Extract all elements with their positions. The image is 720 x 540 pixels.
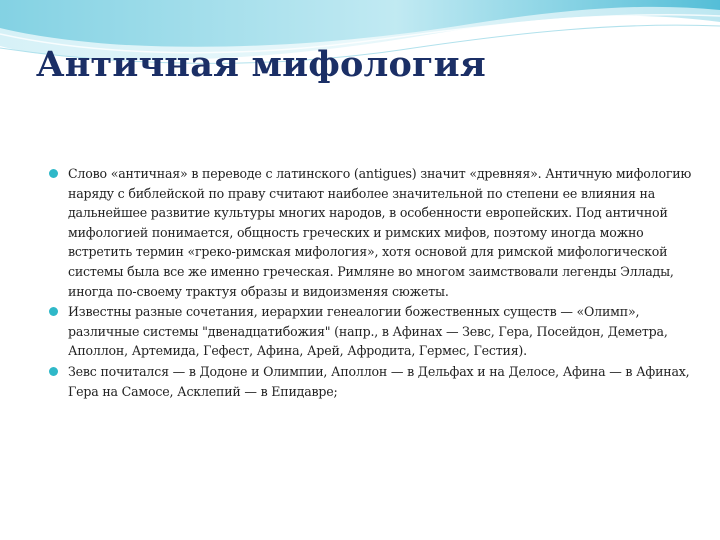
bullet-text: Известны разные сочетания, иерархии генеалогии божественных существ — «Олимп», различные системы "двенадцатибожия" (напр., в Афинах — Зевс, Гера, Посейдон, Деметра, Аполлон, Артемида, Гефест, Афина, Арей, Афродита, Гермес, Гестия). bbox=[68, 304, 668, 359]
list-item bbox=[48, 302, 692, 361]
bullet-text: Слово «античная» в переводе с латинского (antigues) значит «древняя». Античную мифологию наряду с библейской по праву считают наиболее значительной по степени ее влияния на дальнейшее развитие культуры многих народов, в особенности европейских. Под античной мифологией понимается, общность греческих и римских мифов, поэтому иногда можно встретить термин «греко-римская мифология», хотя основой для римской мифологической системы была все же именно греческая. Римляне во многом заимствовали легенды Эллады, иногда по-своему трактуя образы и видоизменяя сюжеты. bbox=[68, 166, 692, 299]
list-item bbox=[48, 164, 692, 301]
bullet-list bbox=[48, 164, 692, 402]
list-item bbox=[48, 362, 692, 401]
bullet-dot-icon bbox=[49, 367, 58, 376]
slide-title: Античная мифология bbox=[36, 44, 486, 85]
bullet-dot-icon bbox=[49, 307, 58, 316]
bullet-text: Зевс почитался — в Додоне и Олимпии, Аполлон — в Дельфах и на Делосе, Афина — в Афинах, Гера на Самосе, Асклепий — в Епидавре; bbox=[68, 363, 690, 399]
bullet-dot-icon bbox=[49, 169, 58, 178]
